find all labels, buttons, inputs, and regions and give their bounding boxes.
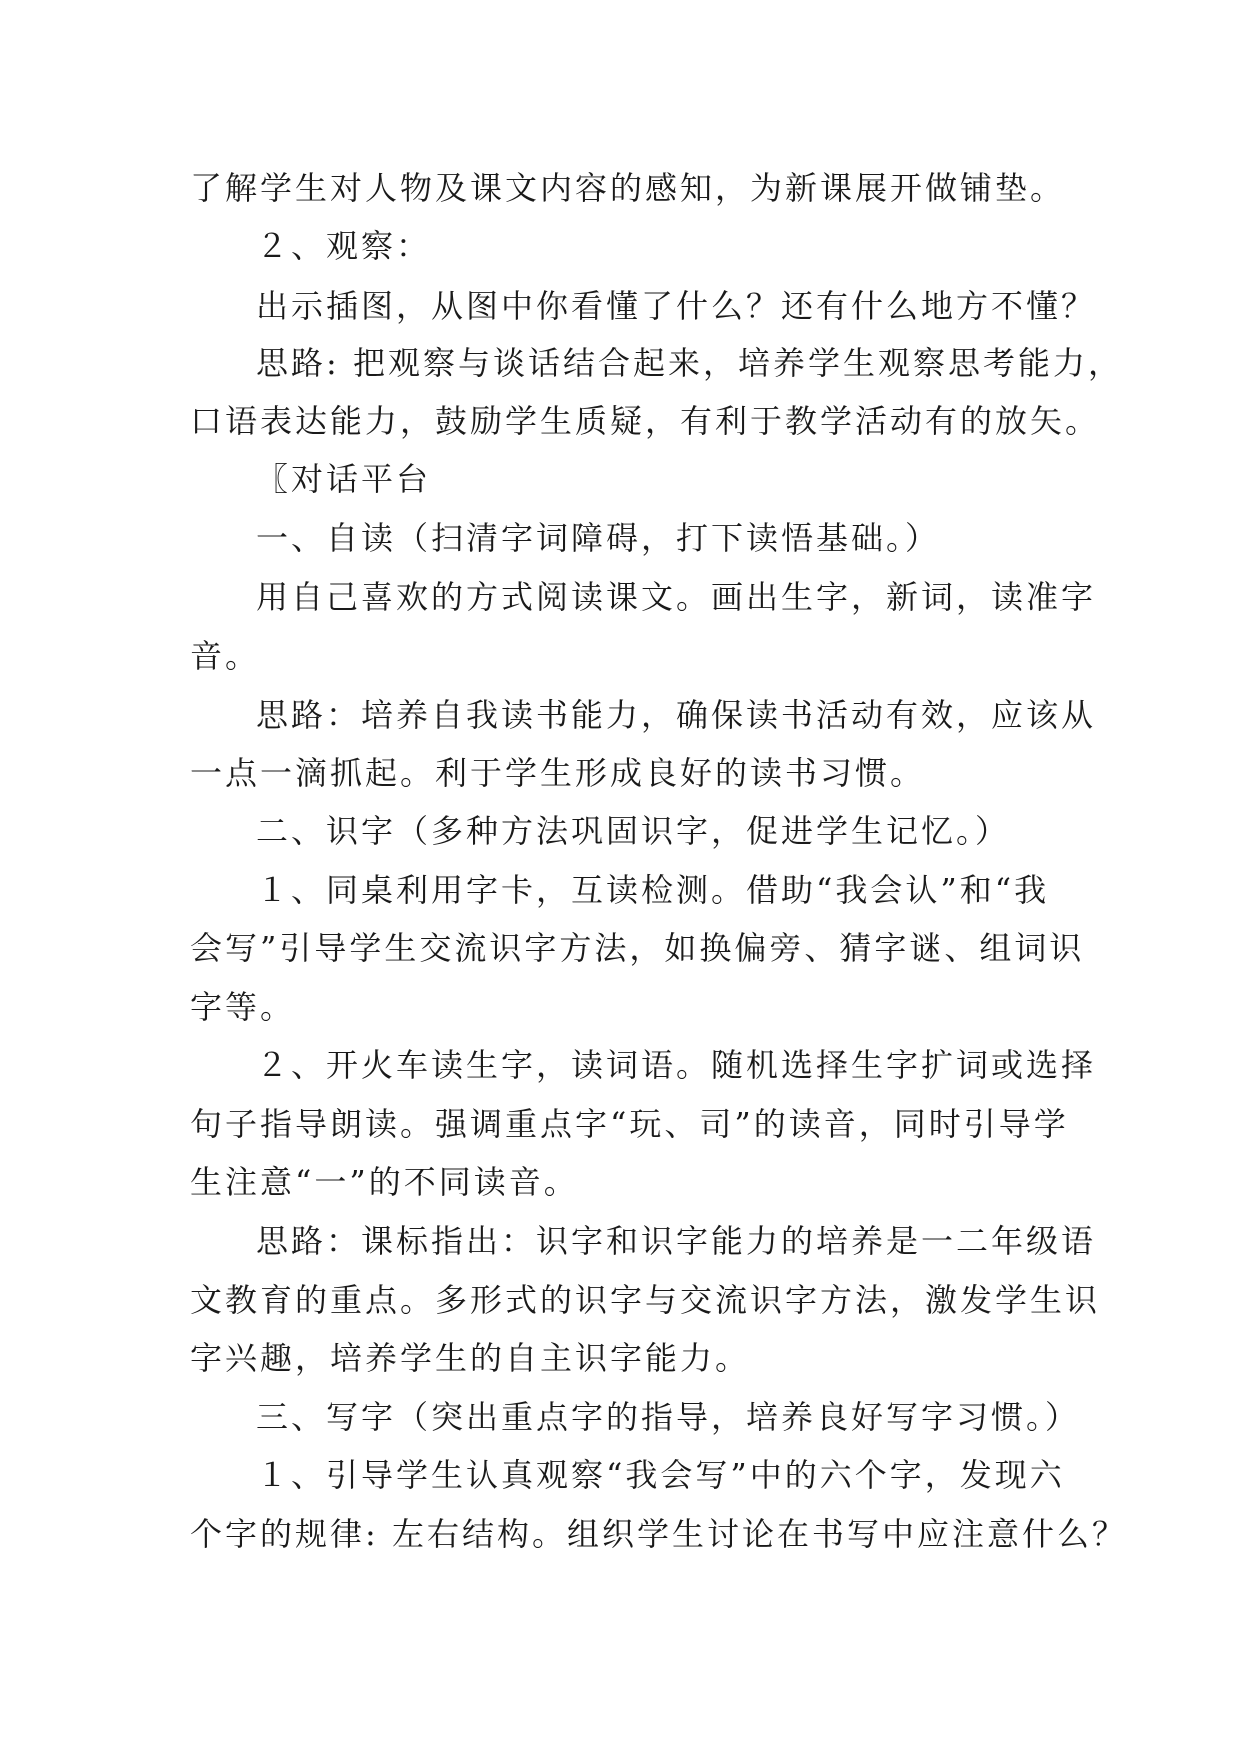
text-line: 了解学生对人物及课文内容的感知，为新课展开做铺垫。 [190, 169, 1066, 207]
text-line: ２、观察： [256, 227, 432, 265]
text-line: 思路：培养自我读书能力，确保读书活动有效，应该从 [256, 696, 1097, 734]
text-line: 用自己喜欢的方式阅读课文。画出生字，新词，读准字 [256, 578, 1097, 616]
text-line: 文教育的重点。多形式的识字与交流识字方法，激发学生识 [190, 1281, 1101, 1319]
text-line: 个字的规律: 左右结构。组织学生讨论在书写中应注意什么？ [190, 1515, 1127, 1553]
text-line: 一、自读（扫清字词障碍，打下读悟基础。） [256, 519, 941, 557]
text-line: 音。 [190, 637, 261, 675]
text-line: １、同桌利用字卡，互读检测。借助“我会认”和“我 [256, 871, 1050, 909]
text-line: 口语表达能力，鼓励学生质疑，有利于教学活动有的放矢。 [190, 402, 1101, 440]
text-line: 三、写字（突出重点字的指导，培养良好写字习惯。） [256, 1398, 1081, 1436]
text-line: 〖对话平台 [256, 460, 432, 498]
text-line: 会写”引导学生交流识字方法，如换偏旁、猜字谜、组词识 [190, 929, 1085, 967]
text-line: ２、开火车读生字，读词语。随机选择生字扩词或选择 [256, 1046, 1097, 1084]
text-line: 字兴趣，培养学生的自主识字能力。 [190, 1339, 751, 1377]
text-line: 字等。 [190, 988, 296, 1026]
text-line: 思路: 把观察与谈话结合起来，培养学生观察思考能力， [256, 344, 1123, 382]
text-line: 出示插图，从图中你看懂了什么？还有什么地方不懂？ [256, 287, 1097, 325]
text-line: 二、识字（多种方法巩固识字，促进学生记忆。） [256, 812, 1011, 850]
text-line: 句子指导朗读。强调重点字“玩、司”的读音，同时引导学 [190, 1105, 1069, 1143]
text-line: 一点一滴抓起。利于学生形成良好的读书习惯。 [190, 754, 926, 792]
text-line: １、引导学生认真观察“我会写”中的六个字，发现六 [256, 1456, 1065, 1494]
text-line: 生注意“一”的不同读音。 [190, 1163, 579, 1201]
text-line: 思路：课标指出：识字和识字能力的培养是一二年级语 [256, 1222, 1097, 1260]
